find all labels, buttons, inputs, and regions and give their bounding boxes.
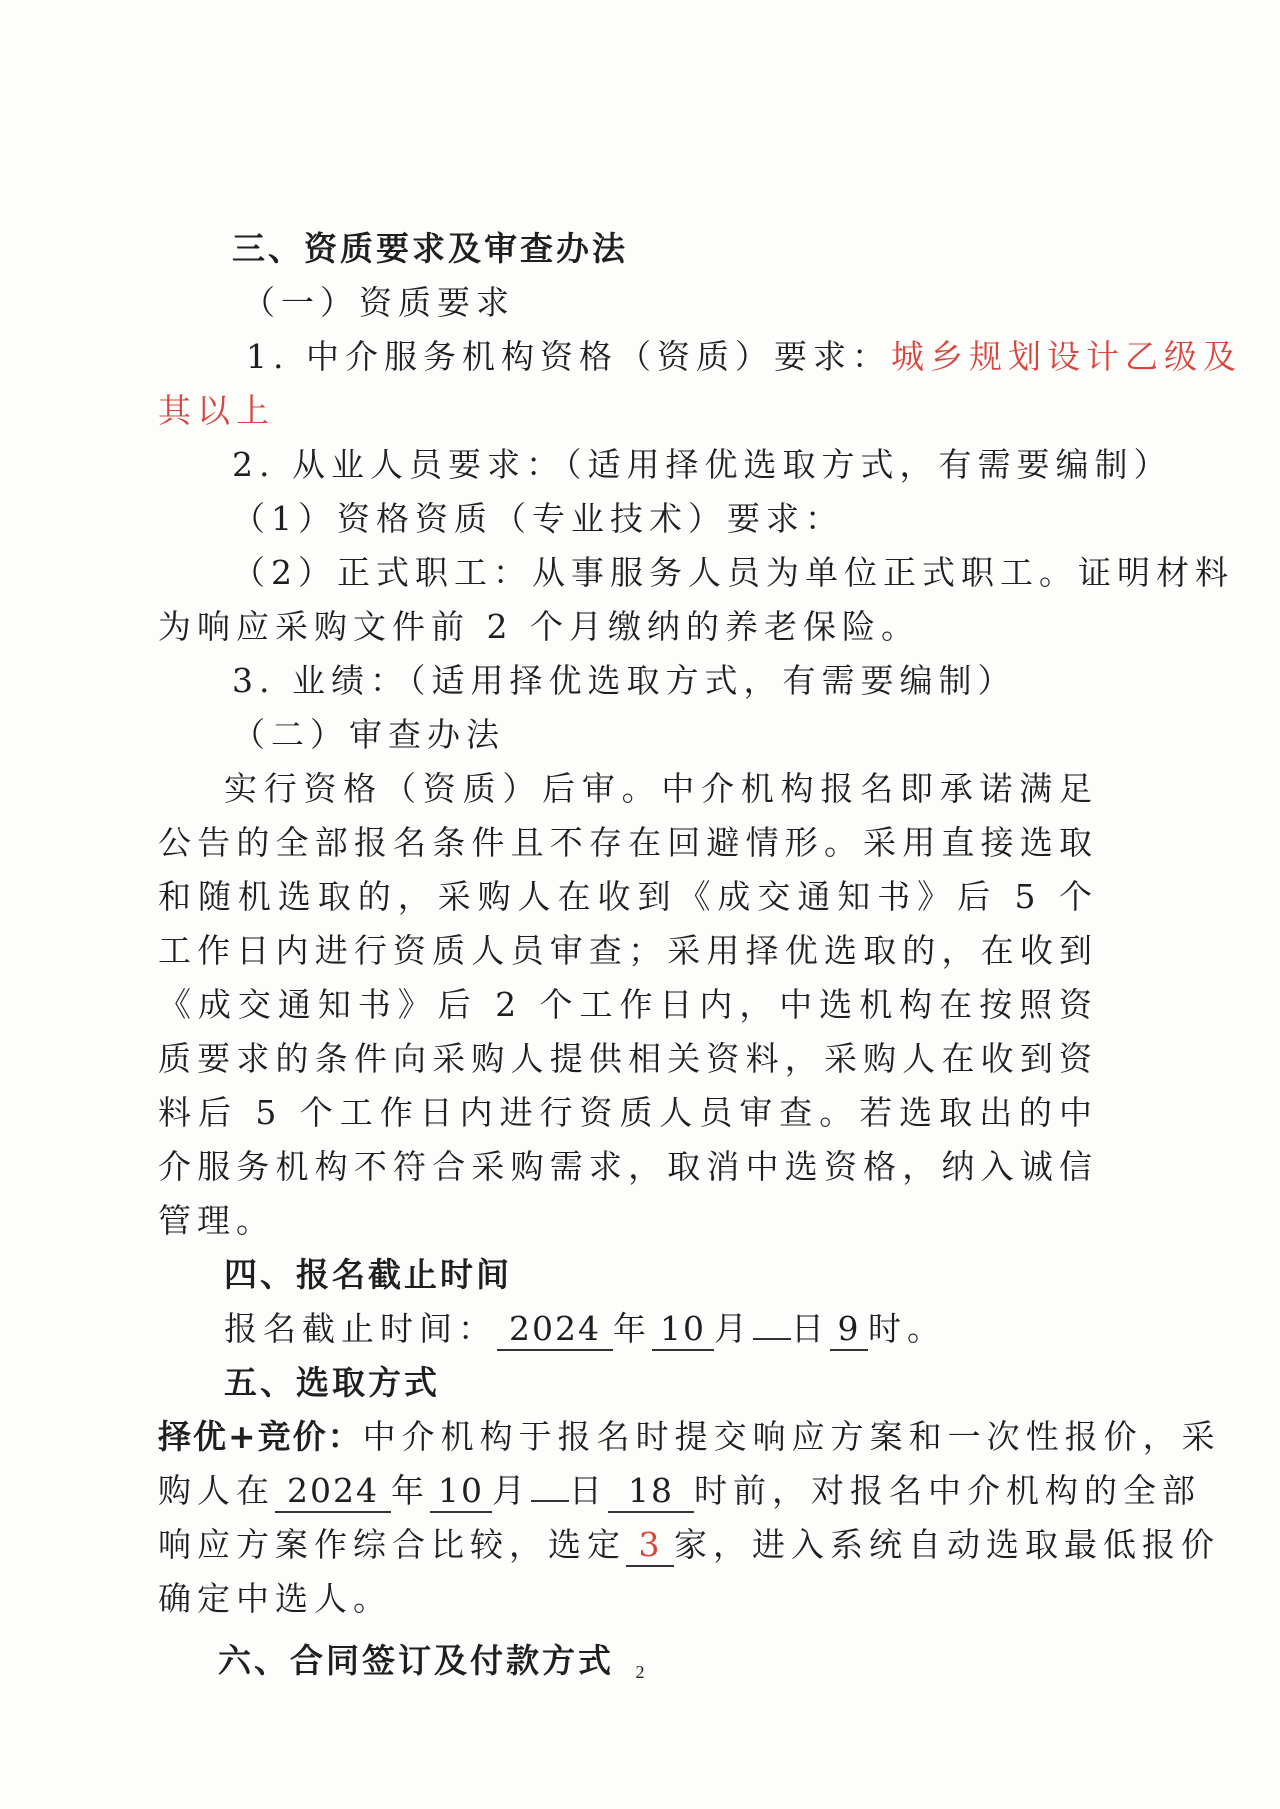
section-5-title: 五、选取方式	[224, 1363, 440, 1402]
select-text-1: 中介机构于报名时提交响应方案和一次性报价，采	[362, 1417, 1221, 1456]
deadline-hour: 9	[830, 1309, 868, 1351]
item-2: 2. 从业人员要求：（适用择优选取方式，有需要编制）	[232, 445, 1173, 484]
item-1-label: 1. 中介服务机构资格（资质）要求：	[246, 337, 891, 376]
item-3: 3. 业绩：（适用择优选取方式，有需要编制）	[232, 661, 1017, 700]
select-text-2b: 时前，对报名中介机构的全部	[694, 1471, 1201, 1510]
select-line-4: 确定中选人。	[158, 1579, 392, 1618]
select-text-3b: 家，进入系统自动选取最低报价	[674, 1525, 1220, 1564]
section-6-title: 六、合同签订及付款方式	[218, 1641, 614, 1680]
select-line-3	[158, 1518, 1220, 1572]
select-line-2	[158, 1464, 1201, 1518]
select-hour: 18	[608, 1471, 694, 1513]
select-year: 2024	[275, 1471, 391, 1513]
select-year-unit: 年	[391, 1471, 430, 1510]
item-1-requirement: 城乡规划设计乙级及	[890, 337, 1242, 376]
deadline-day	[753, 1338, 791, 1340]
review-paragraph: 实行资格（资质）后审。中介机构报名即承诺满足公告的全部报名条件且不存在回避情形。采用直接选取和随机选取的，采购人在收到《成交通知书》后 5 个工作日内进行资质人员审查；采用择优选取的，在收到《成交通知书》后 2 个工作日内，中选机构在按照资质要求的条件向采购人提供相关资料，采购人在收到资料后 5 个工作日内进行资质人员审查。若选取出的中介服务机构不符合采购需求，取消中选资格，纳入诚信管理。	[158, 769, 1098, 1240]
subsection-2-title: （二）审查办法	[232, 715, 505, 754]
item-2-1: （1）资格资质（专业技术）要求：	[232, 499, 844, 538]
select-count: 3	[626, 1525, 674, 1567]
select-day-unit: 日	[569, 1471, 608, 1510]
item-1	[180, 330, 1242, 384]
select-month: 10	[430, 1471, 492, 1513]
document-body	[158, 222, 1242, 1688]
item-1-requirement-cont: 其以上	[158, 391, 275, 430]
item-2-2: （2）正式职工：从事服务人员为单位正式职工。证明材料	[232, 553, 1234, 592]
deadline-line	[172, 1302, 1130, 1356]
page-number: 2	[635, 1662, 645, 1682]
select-line-1	[158, 1410, 1221, 1464]
subsection-1-title: （一）资质要求	[242, 283, 515, 322]
deadline-year-unit: 年	[613, 1309, 652, 1348]
item-2-2-cont: 为响应采购文件前 2 个月缴纳的养老保险。	[158, 607, 920, 646]
section-4-title: 四、报名截止时间	[224, 1255, 512, 1294]
select-day	[531, 1500, 569, 1502]
deadline-month: 10	[652, 1309, 714, 1351]
select-text-3a: 响应方案作综合比较，选定	[158, 1525, 626, 1564]
deadline-day-unit: 日	[791, 1309, 830, 1348]
deadline-hour-unit: 时。	[868, 1309, 946, 1348]
select-month-unit: 月	[492, 1471, 531, 1510]
deadline-year: 2024	[497, 1309, 613, 1351]
deadline-month-unit: 月	[714, 1309, 753, 1348]
select-text-2a: 购人在	[158, 1471, 275, 1510]
select-method-label: 择优+竞价：	[158, 1417, 363, 1456]
section-3-title: 三、资质要求及审查办法	[232, 229, 628, 268]
deadline-label: 报名截止时间：	[224, 1309, 497, 1348]
